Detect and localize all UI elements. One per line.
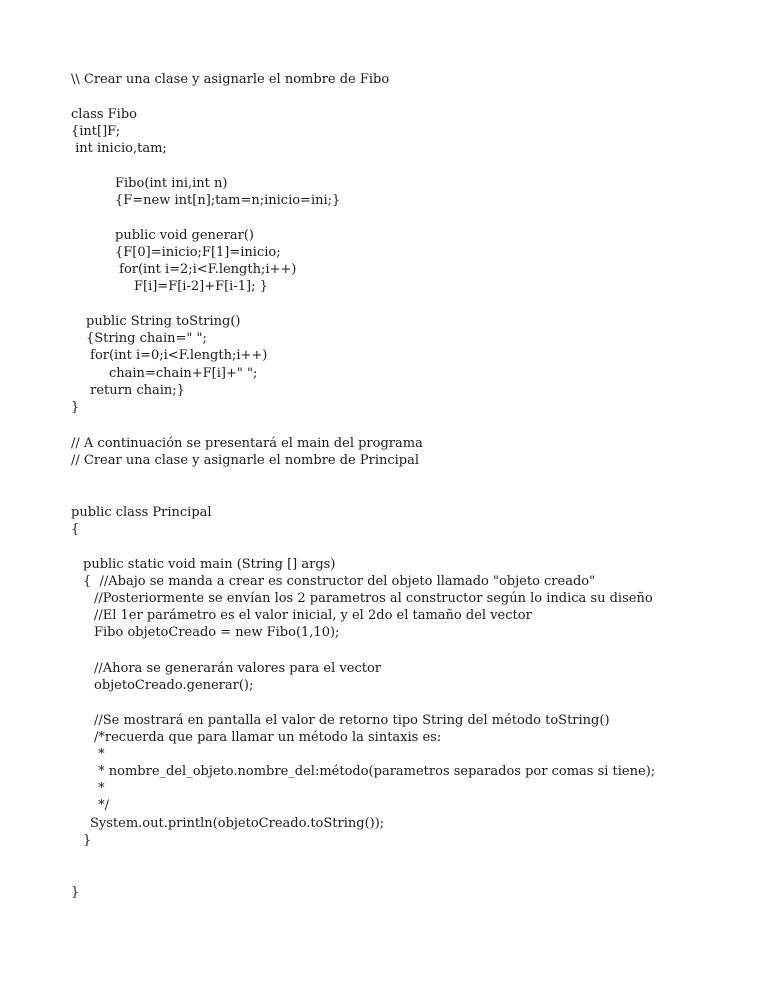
comment-line: // Crear una clase y asignarle el nombre de Principal <box>71 453 420 468</box>
comment-line: //Ahora se generarán valores para el vector <box>94 661 381 676</box>
code-line: {F=new int[n];tam=n;inicio=ini;} <box>115 193 341 208</box>
comment-line: //Posteriormente se envían los 2 parametros al constructor según lo indica su diseño <box>94 591 653 606</box>
code-line: for(int i=2;i<F.length;i++) <box>115 262 297 277</box>
code-line: chain=chain+F[i]+" "; <box>109 366 258 381</box>
code-line: } <box>71 885 80 900</box>
code-line: } <box>71 400 80 415</box>
code-line: objetoCreado.generar(); <box>94 678 254 693</box>
code-line: {String chain=" "; <box>86 331 207 346</box>
code-line: } <box>83 833 92 848</box>
comment-line: * nombre_del_objeto.nombre_del:método(parametros separados por comas si tiene); <box>94 764 656 779</box>
comment-line: */ <box>94 798 110 813</box>
code-line: F[i]=F[i-2]+F[i-1]; } <box>134 279 268 294</box>
code-line: public static void main (String [] args) <box>83 557 336 572</box>
comment-line: //El 1er parámetro es el valor inicial, y el 2do el tamaño del vector <box>94 608 532 623</box>
code-line: { //Abajo se manda a crear es constructor del objeto llamado "objeto creado" <box>83 574 596 589</box>
comment-line: //Se mostrará en pantalla el valor de retorno tipo String del método toString() <box>94 713 610 728</box>
code-line: public String toString() <box>86 314 241 329</box>
code-line: { <box>71 522 80 537</box>
comment-line: * <box>94 747 105 762</box>
comment-line: \\ Crear una clase y asignarle el nombre de Fibo <box>71 72 390 87</box>
comment-line: // A continuación se presentará el main del programa <box>71 436 423 451</box>
comment-line: /*recuerda que para llamar un método la sintaxis es: <box>94 730 442 745</box>
code-line: public void generar() <box>115 228 254 243</box>
code-line: for(int i=0;i<F.length;i++) <box>86 348 268 363</box>
class-declaration: class Fibo <box>71 107 137 122</box>
code-line: System.out.println(objetoCreado.toString()); <box>90 816 385 831</box>
code-line: Fibo objetoCreado = new Fibo(1,10); <box>94 625 340 640</box>
class-declaration: public class Principal <box>71 505 212 520</box>
comment-line: * <box>94 781 105 796</box>
code-line: Fibo(int ini,int n) <box>115 176 228 191</box>
code-line: {int[]F; <box>71 124 121 139</box>
code-line: return chain;} <box>86 383 185 398</box>
code-line: {F[0]=inicio;F[1]=inicio; <box>115 245 281 260</box>
code-line: int inicio,tam; <box>71 141 167 156</box>
